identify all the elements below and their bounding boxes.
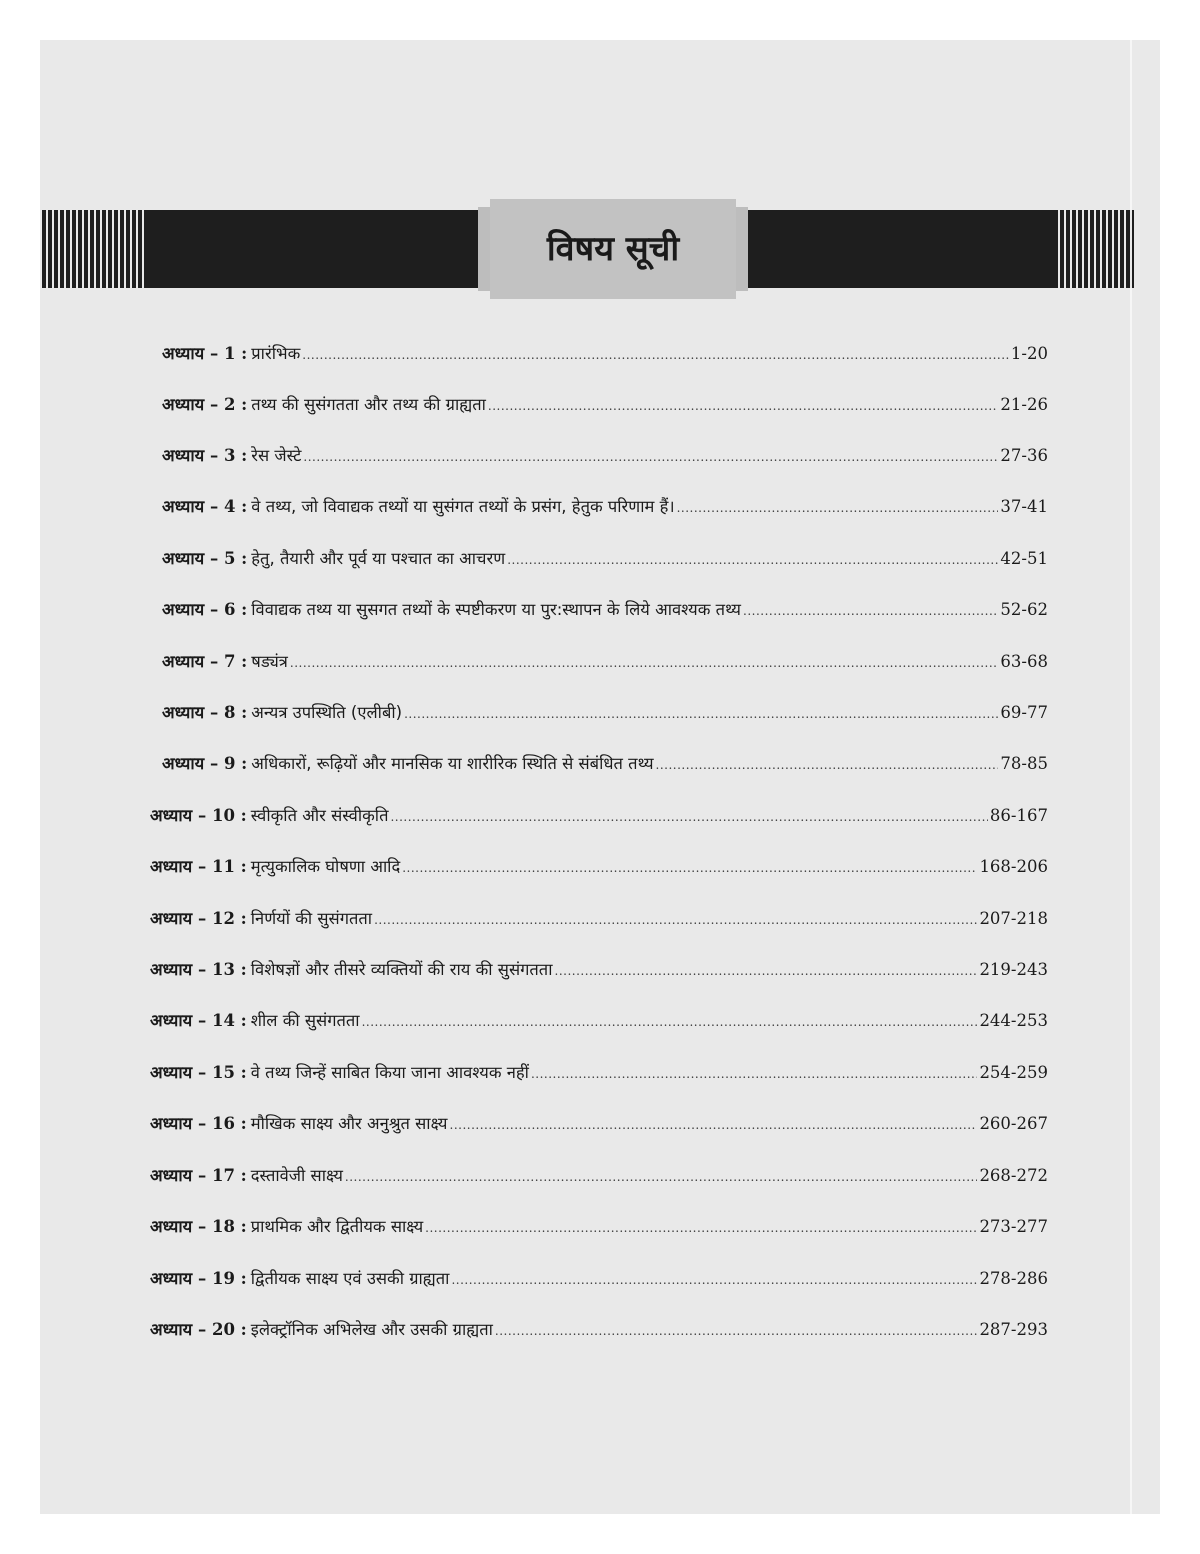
- chapter-pages: 219-243: [979, 960, 1048, 979]
- dot-leader: [302, 337, 1009, 373]
- chapter-label: अध्याय – 11 :: [150, 857, 247, 876]
- chapter-label: अध्याय – 4 :: [162, 497, 248, 516]
- chapter-label: अध्याय – 15 :: [150, 1063, 247, 1082]
- chapter-title: षड्यंत्र: [251, 652, 288, 671]
- chapter-label: अध्याय – 19 :: [150, 1269, 247, 1288]
- chapter-pages: 69-77: [1000, 703, 1048, 722]
- dot-leader: [531, 1056, 977, 1092]
- chapter-pages: 63-68: [1000, 652, 1048, 671]
- toc-entry[interactable]: [150, 952, 1048, 988]
- chapter-title: निर्णयों की सुसंगतता: [250, 909, 373, 928]
- dot-leader: [425, 1210, 977, 1246]
- title-tab: [490, 199, 736, 299]
- dot-leader: [362, 1004, 978, 1040]
- chapter-label: अध्याय – 13 :: [150, 960, 247, 979]
- chapter-title: द्वितीयक साक्ष्य एवं उसकी ग्राह्यता: [250, 1269, 450, 1288]
- chapter-label: अध्याय – 5 :: [162, 549, 248, 568]
- chapter-label: अध्याय – 7 :: [162, 652, 248, 671]
- chapter-title: शील की सुसंगतता: [250, 1011, 360, 1030]
- chapter-pages: 27-36: [1000, 446, 1048, 465]
- toc-entry[interactable]: [150, 1209, 1048, 1245]
- chapter-title: मौखिक साक्ष्य और अनुश्रुत साक्ष्य: [250, 1114, 448, 1133]
- chapter-title: वे तथ्य, जो विवाद्यक तथ्यों या सुसंगत तथ्यों के प्रसंग, हेतुक परिणाम हैं।: [251, 497, 675, 516]
- banner-stripes-left: [42, 210, 144, 288]
- chapter-pages: 86-167: [989, 806, 1048, 825]
- dot-leader: [390, 799, 987, 835]
- toc-entry[interactable]: [162, 489, 1048, 525]
- chapter-label: अध्याय – 8 :: [162, 703, 248, 722]
- toc-entry[interactable]: [162, 541, 1048, 577]
- chapter-title: विशेषज्ञों और तीसरे व्यक्तियों की राय की सुसंगतता: [250, 960, 553, 979]
- dot-leader: [404, 696, 998, 732]
- chapter-label: अध्याय – 18 :: [150, 1217, 247, 1236]
- dot-leader: [303, 439, 998, 475]
- chapter-label: अध्याय – 9 :: [162, 754, 248, 773]
- dot-leader: [495, 1313, 978, 1349]
- toc-entry[interactable]: [162, 387, 1048, 423]
- chapter-title: वे तथ्य जिन्हें साबित किया जाना आवश्यक नहीं: [250, 1063, 529, 1082]
- toc-entry[interactable]: [150, 1261, 1048, 1297]
- chapter-label: अध्याय – 20 :: [150, 1320, 247, 1339]
- toc-entry[interactable]: [150, 849, 1048, 885]
- chapter-title: रेस जेस्टे: [251, 446, 302, 465]
- chapter-label: अध्याय – 6 :: [162, 600, 248, 619]
- chapter-pages: 168-206: [979, 857, 1048, 876]
- banner-stripes-right: [1058, 210, 1134, 288]
- toc-entry[interactable]: [162, 695, 1048, 731]
- dot-leader: [507, 542, 998, 578]
- chapter-title: मृत्युकालिक घोषणा आदि: [250, 857, 401, 876]
- chapter-pages: 42-51: [1000, 549, 1048, 568]
- chapter-pages: 52-62: [1000, 600, 1048, 619]
- dot-leader: [402, 850, 977, 886]
- chapter-label: अध्याय – 17 :: [150, 1166, 247, 1185]
- chapter-pages: 37-41: [1000, 497, 1048, 516]
- toc-entry[interactable]: [150, 1106, 1048, 1142]
- toc-entry[interactable]: [150, 1003, 1048, 1039]
- chapter-pages: 278-286: [979, 1269, 1048, 1288]
- toc-entry[interactable]: [150, 901, 1048, 937]
- chapter-title: प्रारंभिक: [251, 344, 301, 363]
- chapter-title: हेतु, तैयारी और पूर्व या पश्चात का आचरण: [251, 549, 506, 568]
- chapter-label: अध्याय – 3 :: [162, 446, 248, 465]
- chapter-pages: 21-26: [1000, 395, 1048, 414]
- chapter-title: इलेक्ट्रॉनिक अभिलेख और उसकी ग्राह्यता: [250, 1320, 493, 1339]
- chapter-label: अध्याय – 12 :: [150, 909, 247, 928]
- toc-entry[interactable]: [150, 798, 1048, 834]
- chapter-title: स्वीकृति और संस्वीकृति: [250, 806, 389, 825]
- dot-leader: [345, 1159, 978, 1195]
- chapter-title: विवाद्यक तथ्य या सुसगत तथ्यों के स्पष्टीकरण या पुर:स्थापन के लिये आवश्यक तथ्य: [251, 600, 742, 619]
- chapter-title: अधिकारों, रूढ़ियों और मानसिक या शारीरिक स्थिति से संबंधित तथ्य: [251, 754, 654, 773]
- toc-entry[interactable]: [150, 1312, 1048, 1348]
- toc-entry[interactable]: [162, 592, 1048, 628]
- chapter-pages: 273-277: [979, 1217, 1048, 1236]
- dot-leader: [555, 953, 978, 989]
- toc-entry[interactable]: [162, 336, 1048, 372]
- dot-leader: [450, 1107, 978, 1143]
- dot-leader: [488, 388, 999, 424]
- dot-leader: [290, 645, 999, 681]
- dot-leader: [677, 490, 999, 526]
- chapter-title: तथ्य की सुसंगतता और तथ्य की ग्राह्यता: [251, 395, 486, 414]
- toc-entry[interactable]: [150, 1055, 1048, 1091]
- dot-leader: [451, 1262, 977, 1298]
- toc-entry[interactable]: [162, 746, 1048, 782]
- toc-entry[interactable]: [162, 644, 1048, 680]
- dot-leader: [374, 902, 977, 938]
- toc-entry[interactable]: [162, 438, 1048, 474]
- chapter-pages: 260-267: [979, 1114, 1048, 1133]
- page-title: विषय सूची: [546, 229, 680, 269]
- chapter-pages: 244-253: [979, 1011, 1048, 1030]
- chapter-title: प्राथमिक और द्वितीयक साक्ष्य: [250, 1217, 424, 1236]
- chapter-label: अध्याय – 1 :: [162, 344, 248, 363]
- chapter-pages: 207-218: [979, 909, 1048, 928]
- chapter-pages: 268-272: [979, 1166, 1048, 1185]
- chapter-label: अध्याय – 16 :: [150, 1114, 247, 1133]
- toc-entry[interactable]: [150, 1158, 1048, 1194]
- chapter-pages: 78-85: [1000, 754, 1048, 773]
- chapter-label: अध्याय – 14 :: [150, 1011, 247, 1030]
- chapter-title: दस्तावेजी साक्ष्य: [250, 1166, 343, 1185]
- chapter-pages: 1-20: [1010, 344, 1048, 363]
- chapter-title: अन्यत्र उपस्थिति (एलीबी): [251, 703, 403, 722]
- chapter-pages: 254-259: [979, 1063, 1048, 1082]
- chapter-pages: 287-293: [979, 1320, 1048, 1339]
- dot-leader: [656, 747, 999, 783]
- dot-leader: [743, 593, 998, 629]
- chapter-label: अध्याय – 2 :: [162, 395, 248, 414]
- chapter-label: अध्याय – 10 :: [150, 806, 247, 825]
